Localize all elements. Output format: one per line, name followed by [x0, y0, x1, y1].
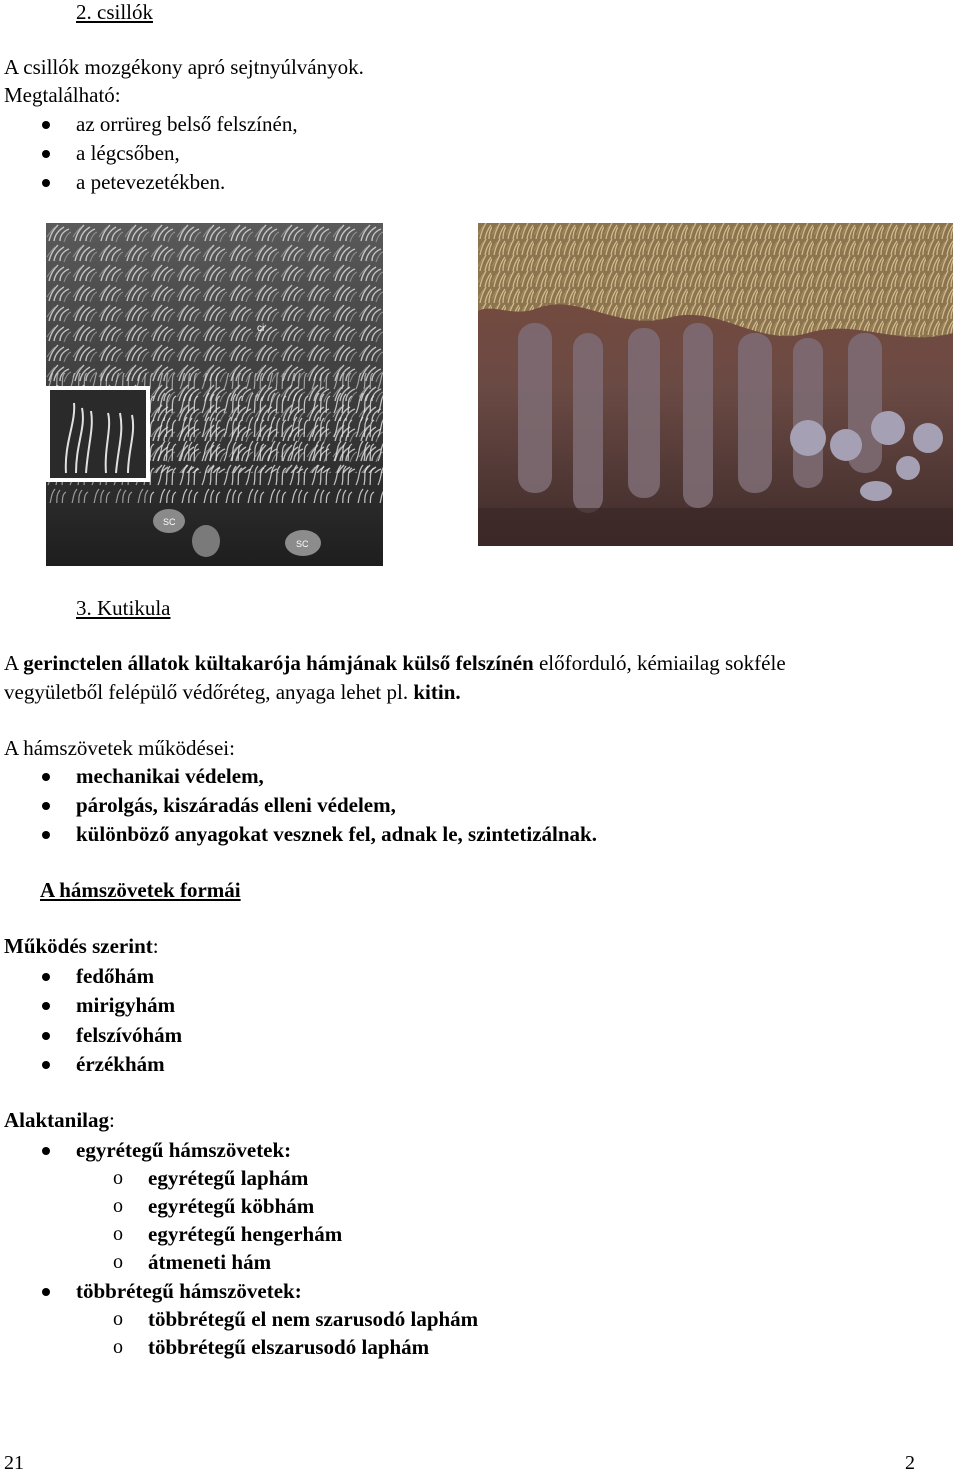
function-item: különböző anyagokat vesznek fel, adnak le, szintetizálnak. — [76, 822, 597, 846]
sub-bullet-icon: o — [113, 1336, 123, 1358]
sub-bullet-icon: o — [113, 1223, 123, 1245]
multi-layer-item: többrétegű el nem szarusodó laphám — [148, 1307, 479, 1331]
single-layer-item: egyrétegű hengerhám — [148, 1222, 343, 1246]
text-fragment-bold: kitin. — [413, 680, 461, 704]
sub-bullet-icon: o — [113, 1308, 123, 1330]
multi-layer-heading: többrétegű hámszövetek: — [76, 1279, 302, 1303]
single-layer-item: egyrétegű köbhám — [148, 1194, 315, 1218]
kutikula-paragraph-line1 — [4, 653, 786, 674]
text-fragment-bold: gerinctelen állatok kültakarója hámjának külső felszínén — [23, 651, 534, 675]
function-type-item: felszívóhám — [76, 1023, 183, 1047]
bullet-icon — [42, 179, 50, 187]
single-layer-item: egyrétegű laphám — [148, 1166, 309, 1190]
sub-bullet-icon: o — [113, 1195, 123, 1217]
text-fragment: : — [109, 1108, 115, 1132]
bullet-icon — [42, 773, 50, 781]
function-type-item: érzékhám — [76, 1052, 165, 1076]
text-fragment: vegyületből felépülő védőréteg, anyaga lehet pl. — [4, 680, 414, 704]
function-item: párolgás, kiszáradás elleni védelem, — [76, 793, 396, 817]
by-function-label — [4, 936, 159, 957]
bullet-icon — [42, 1288, 50, 1296]
bullet-icon — [42, 121, 50, 129]
forms-heading: A hámszövetek formái — [40, 878, 241, 902]
bullet-icon — [42, 1061, 50, 1069]
bullet-icon — [42, 150, 50, 158]
ciliated-epithelium-micrograph-color — [478, 223, 953, 546]
page-number-left: 21 — [4, 1452, 24, 1474]
location-item: a petevezetékben. — [76, 170, 226, 194]
single-layer-heading: egyrétegű hámszövetek: — [76, 1138, 292, 1162]
functions-label: A hámszövetek működései: — [4, 736, 235, 760]
cilia-micrograph-grayscale — [46, 223, 383, 566]
text-fragment: előforduló, kémiailag sokféle — [533, 651, 786, 675]
kutikula-paragraph-line2 — [4, 682, 461, 703]
page-number-right: 2 — [905, 1452, 915, 1474]
bullet-icon — [42, 802, 50, 810]
multi-layer-item: többrétegű elszarusodó laphám — [148, 1335, 430, 1359]
function-type-item: mirigyhám — [76, 993, 176, 1017]
single-layer-item: átmeneti hám — [148, 1250, 272, 1274]
bullet-icon — [42, 973, 50, 981]
micrograph-label: SC — [296, 539, 309, 549]
location-item: a légcsőben, — [76, 141, 180, 165]
text-fragment: A — [4, 651, 24, 675]
text-fragment: : — [152, 934, 159, 958]
found-label: Megtalálható: — [4, 83, 121, 107]
bullet-icon — [42, 831, 50, 839]
text-fragment-bold: Működés szerint — [4, 934, 153, 958]
sub-bullet-icon: o — [113, 1251, 123, 1273]
section-heading-csillok: 2. csillók — [76, 0, 153, 24]
by-shape-label — [4, 1110, 115, 1131]
function-item: mechanikai védelem, — [76, 764, 264, 788]
location-item: az orrüreg belső felszínén, — [76, 112, 298, 136]
cilia-definition: A csillók mozgékony apró sejtnyúlványok. — [4, 55, 364, 79]
micrograph-label: ci — [257, 323, 265, 334]
section-heading-kutikula: 3. Kutikula — [76, 596, 171, 620]
bullet-icon — [42, 1147, 50, 1155]
bullet-icon — [42, 1002, 50, 1010]
function-type-item: fedőhám — [76, 964, 155, 988]
text-fragment-bold: Alaktanilag — [4, 1108, 110, 1132]
bullet-icon — [42, 1032, 50, 1040]
micrograph-label: SC — [163, 517, 176, 527]
sub-bullet-icon: o — [113, 1167, 123, 1189]
